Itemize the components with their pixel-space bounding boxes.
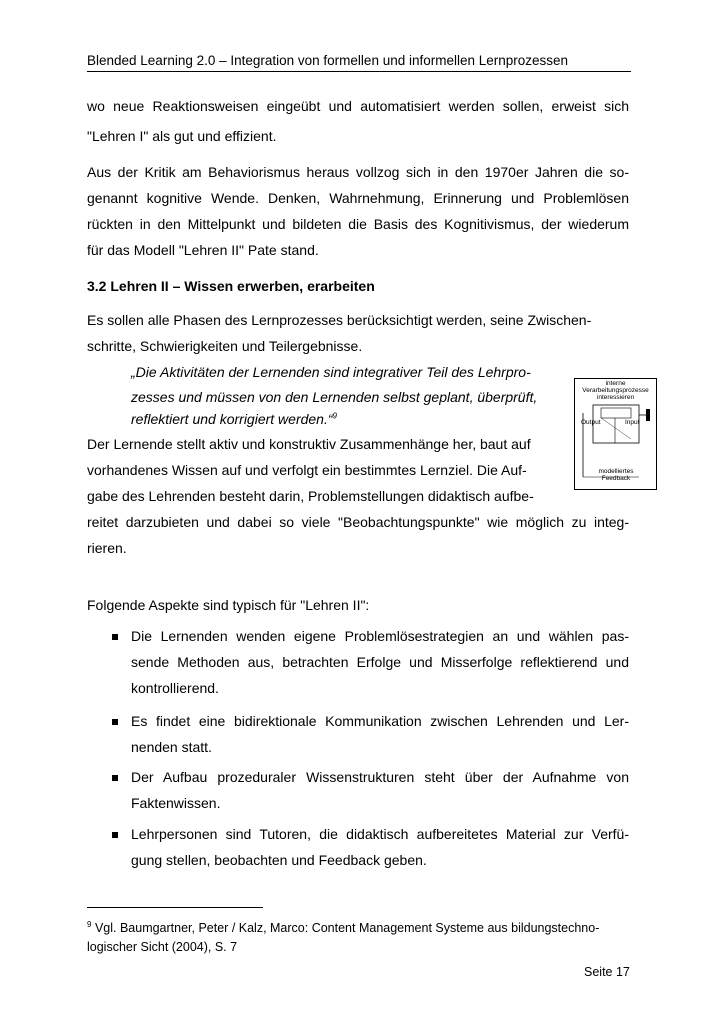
p2-line-4: für das Modell "Lehren II" Pate stand.: [87, 242, 319, 258]
bullet-3-line-1: Der Aufbau prozeduraler Wissenstrukturen steht über der Aufnahme von: [131, 769, 629, 785]
p3-line-1: Es sollen alle Phasen des Lernprozesses berücksichtigt werden, seine Zwischen-: [87, 312, 592, 328]
p2-line-2: genannt kognitive Wende. Denken, Wahrnehmung, Erinnerung und Problemlösen: [87, 190, 629, 206]
figure-label-line: modelliertes: [598, 468, 634, 475]
header-rule: [87, 71, 631, 72]
p3-line-2: schritte, Schwierigkeiten und Teilergebnisse.: [87, 338, 363, 354]
figure-bottom-label: [593, 468, 639, 482]
p5-line: Folgende Aspekte sind typisch für "Lehren II":: [87, 597, 370, 613]
quote-line-3-text: reflektiert und korrigiert werden.“: [131, 411, 333, 427]
quote-line-1: „Die Aktivitäten der Lernenden sind integrativer Teil des Lehrpro-: [131, 364, 531, 380]
p1-line-2: "Lehren I" als gut und effizient.: [87, 128, 277, 144]
figure-output-label: Output: [581, 419, 601, 426]
bullet-marker: [112, 719, 118, 725]
figure-label-line: Feedback: [601, 475, 631, 482]
bullet-3-line-2: Faktenwissen.: [131, 795, 221, 811]
learning-model-figure: [574, 378, 657, 490]
bullet-marker: [112, 634, 118, 640]
p1-line-1: wo neue Reaktionsweisen eingeübt und automatisiert werden sollen, erweist sich: [87, 98, 629, 114]
page-number: Seite 17: [584, 965, 630, 979]
footnote-mark: 9: [87, 920, 92, 929]
bullet-2-line-2: nenden statt.: [131, 739, 212, 755]
bullet-1-line-2: sende Methoden aus, betrachten Erfolge und Misserfolge reflektierend und: [131, 654, 629, 670]
p4-line-3: gabe des Lehrenden besteht darin, Problemstellungen didaktisch aufbe-: [87, 488, 534, 504]
p4-line-2: vorhandenes Wissen auf und verfolgt ein bestimmtes Lernziel. Die Auf-: [87, 462, 527, 478]
quote-line-3: [131, 411, 337, 427]
figure-label-line: interessieren: [596, 394, 635, 401]
figure-label-line: interne: [605, 380, 626, 387]
p4-line-4: reitet darzubieten und dabei so viele "Beobachtungspunkte" wie möglich zu integ-: [87, 514, 629, 530]
bullet-marker: [112, 832, 118, 838]
page-header: Blended Learning 2.0 – Integration von formellen und informellen Lernprozessen: [87, 53, 569, 68]
bullet-2-line-1: Es findet eine bidirektionale Kommunikation zwischen Lehrenden und Ler-: [131, 713, 629, 729]
figure-input-label: Input: [625, 419, 640, 426]
footnote-text-1: Vgl. Baumgartner, Peter / Kalz, Marco: Content Management Systeme aus bildungstechno-: [94, 921, 600, 936]
p4-line-1: Der Lernende stellt aktiv und konstruktiv Zusammenhänge her, baut auf: [87, 436, 531, 452]
footnote-ref: 9: [332, 411, 337, 421]
footnote-line-2: logischer Sicht (2004), S. 7: [87, 940, 238, 954]
p2-line-1: Aus der Kritik am Behaviorismus heraus vollzog sich in den 1970er Jahren die so-: [87, 164, 629, 180]
p2-line-3: rückten in den Mittelpunkt und bildeten die Basis des Kognitivismus, der wiederum: [87, 216, 629, 232]
figure-label-line: Verarbeitungsprozesse: [582, 387, 649, 394]
quote-line-2: zesses und müssen von den Lernenden selbst geplant, überprüft,: [131, 389, 538, 405]
footnote-line-1: [87, 920, 599, 935]
bullet-4-line-2: gung stellen, beobachten und Feedback geben.: [131, 852, 427, 868]
bullet-1-line-3: kontrollierend.: [131, 680, 219, 696]
p4-line-5: rieren.: [87, 540, 127, 556]
footnote-rule: [87, 907, 263, 908]
bullet-1-line-1: Die Lernenden wenden eigene Problemlösestrategien an und wählen pas-: [131, 628, 629, 644]
section-heading: 3.2 Lehren II – Wissen erwerben, erarbeiten: [87, 278, 375, 294]
bullet-marker: [112, 775, 118, 781]
bullet-4-line-1: Lehrpersonen sind Tutoren, die didaktisch aufbereitetes Material zur Verfü-: [131, 826, 629, 842]
